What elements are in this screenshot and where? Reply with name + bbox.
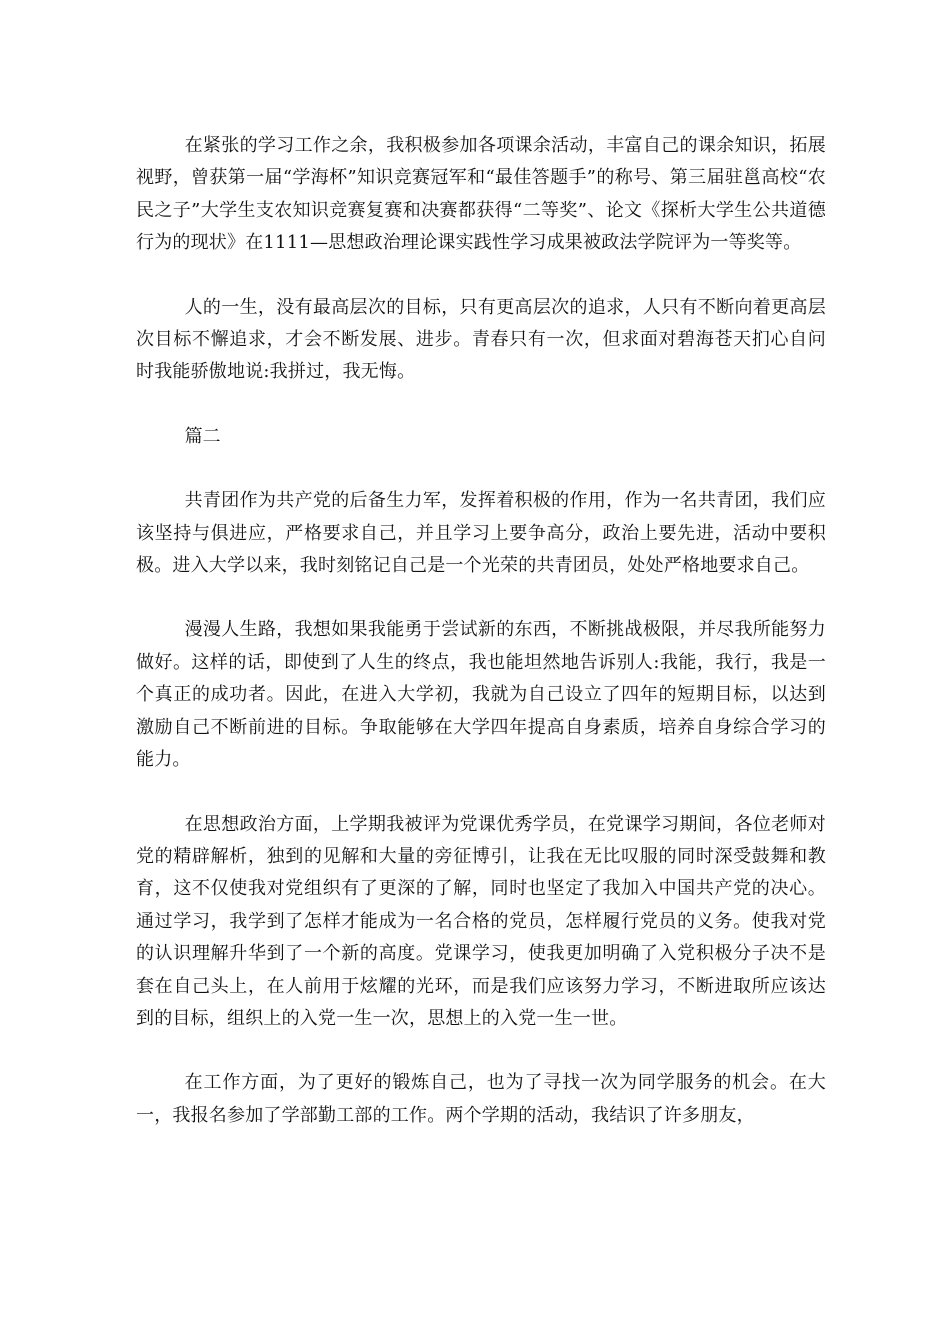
paragraph-activities: 在紧张的学习工作之余，我积极参加各项课余活动，丰富自己的课余知识，拓展视野，曾获第一届“学海杯”知识竞赛冠军和“最佳答题手”的称号、第三届驻邕高校“农民之子”大学生支农知识竞赛复赛和决赛都获得“二等奖”、论文《探析大学生公共道德行为的现状》在1111—思想政治理论课实践性学习成果被政法学院评为一等奖等。 [136,135,826,254]
paragraph-life-goals: 人的一生，没有最高层次的目标，只有更高层次的追求，人只有不断向着更高层次目标不懈追求，才会不断发展、进步。青春只有一次，但求面对碧海苍天扪心自问时我能骄傲地说:我拼过，我无悔。 [136,296,826,383]
paragraph-work: 在工作方面，为了更好的锻炼自己，也为了寻找一次为同学服务的机会。在大一，我报名参加了学部勤工部的工作。两个学期的活动，我结识了许多朋友， [136,1072,826,1126]
section-heading: 篇二 [184,425,221,447]
document-body [136,130,826,1164]
paragraph-youth-league: 共青团作为共产党的后备生力军，发挥着积极的作用，作为一名共青团，我们应该坚持与俱进应，严格要求自己，并且学习上要争高分，政治上要先进，活动中要积极。进入大学以来，我时刻铭记自己是一个光荣的共青团员，处处严格地要求自己。 [136,490,826,577]
paragraph-political-study: 在思想政治方面，上学期我被评为党课优秀学员，在党课学习期间，各位老师对党的精辟解析，独到的见解和大量的旁征博引，让我在无比叹服的同时深受鼓舞和教育，这不仅使我对党组织有了更深的了解，同时也坚定了我加入中国共产党的决心。通过学习，我学到了怎样才能成为一名合格的党员，怎样履行党员的义务。使我对党的认识理解升华到了一个新的高度。党课学习，使我更加明确了入党积极分子决不是套在自己头上，在人前用于炫耀的光环，而是我们应该努力学习，不断进取所应该达到的目标，组织上的入党一生一次，思想上的入党一生一世。 [136,813,826,1029]
paragraph-life-road: 漫漫人生路，我想如果我能勇于尝试新的东西，不断挑战极限，并尽我所能努力做好。这样的话，即使到了人生的终点，我也能坦然地告诉别人:我能，我行，我是一个真正的成功者。因此，在进入大学初，我就为自己设立了四年的短期目标，以达到激励自己不断前进的目标。争取能够在大学四年提高自身素质，培养自身综合学习的能力。 [136,619,826,771]
